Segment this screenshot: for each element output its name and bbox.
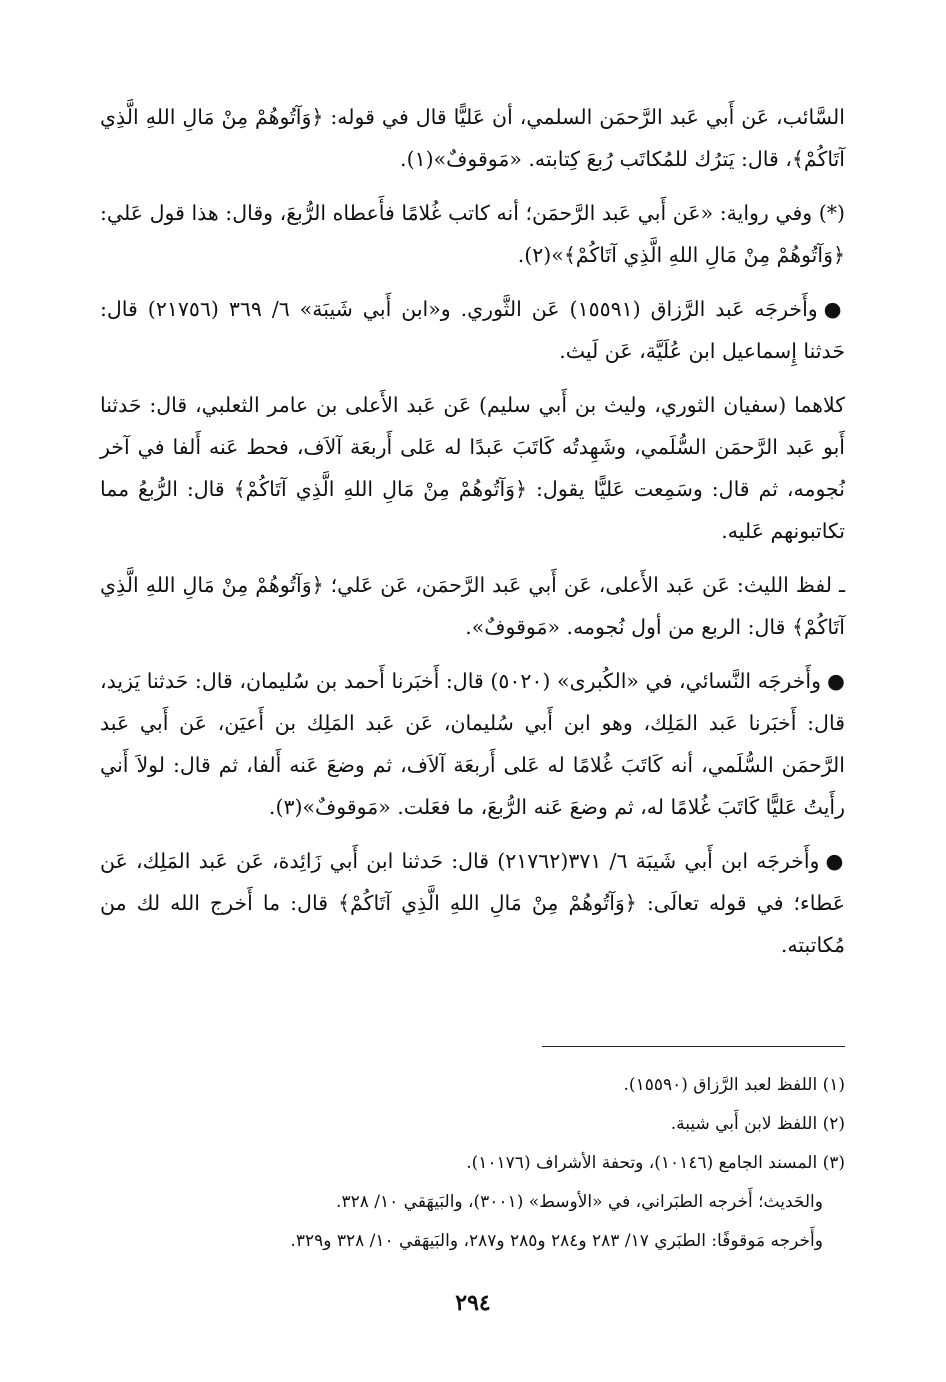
footnote-separator [542,1046,845,1047]
page-number: ٢٩٤ [455,1290,491,1316]
footnotes [100,1066,845,1261]
paragraph-6 [100,660,845,828]
paragraph-3 [100,288,845,372]
paragraph-2 [100,192,845,276]
bullet-icon: ● [825,849,845,873]
footnote-2: (٢) اللفظ لابن أَبي شيبة. [670,1114,845,1134]
paragraph-5 [100,564,845,648]
paragraph-text: وأَخرجَه عَبد الرَّزاق (١٥٥٩١) عَن الثَّوري. و«ابن أَبي شَيبَة» ٦/ ٣٦٩ (٢١٧٥٦) قال: حَدثنا إِسماعيل ابن عُلَيَّة، عَن لَيث. [100,297,845,363]
footnote-3-continued: وأَخرجه مَوقوفًا: الطبَري ١٧/ ٢٨٣ و٢٨٤ و٢٨٥ و٢٨٧، والبَيهَقي ١٠/ ٣٢٨ و٣٢٩. [290,1231,823,1251]
body-text [100,96,845,978]
paragraph-1 [100,96,845,180]
bullet-icon: ● [827,669,845,693]
paragraph-text: (*) وفي رواية: «عَن أَبي عَبد الرَّحمَن؛ أنه كاتب غُلامًا فأَعطاه الرُّبعَ، وقال: هذا قول عَلي: ﴿وَآتُوهُمْ مِنْ مَالِ اللهِ الَّذِي آتَاكُمْ﴾»(٢). [100,201,845,267]
paragraph-text: وأَخرجَه النَّسائي، في «الكُبرى» (٥٠٢٠) قال: أَخبَرنا أَحمد بن سُليمان، قال: حَدثنا يَزيد، قال: أَخبَرنا عَبد المَلِك، وهو ابن أَبي سُليمان، عَن عَبد المَلِك بن أَعيَن، عَن أَبي عَبد الرَّحمَن السُّلَمي، أنه كَاتَبَ غُلامًا له عَلى أَربعَة آلاَف، ثم وضعَ عَنه أَلفا، ثم قال: لولاَ أَني رأَيتُ عَليًّا كَاتَبَ غُلامًا له، ثم وضعَ عَنه الرُّبعَ، ما فعَلت. «مَوقوفٌ»(٣). [100,669,845,819]
paragraph-text: كلاهما (سفيان الثوري، وليث بن أَبي سليم) عَن عَبد الأَعلى بن عامر الثعلبي، قال: حَدثنا أَبو عَبد الرَّحمَن السُّلَمي، وشَهِدتُه كَاتَبَ عَبدًا له عَلى أَربعَة آلاَف، فحط عَنه أَلفا في آخر نُجومه، ثم قال: وسَمِعت عَليًّا يقول: ﴿وَآتُوهُمْ مِنْ مَالِ اللهِ الَّذِي آتَاكُمْ﴾ قال: الرُّبعُ مما تكاتبونهم عَليه. [100,393,845,543]
paragraph-text: وأَخرجَه ابن أَبي شَيبَة ٦/ ٣٧١(٢١٧٦٢) قال: حَدثنا ابن أَبي زَائِدة، عَن عَبد المَلِك، عَن عَطاء؛ في قوله تعالَى: ﴿وَآتُوهُمْ مِنْ مَالِ اللهِ الَّذِي آتَاكُمْ﴾ قال: ما أَخرج الله لك من مُكاتبته. [100,849,845,957]
paragraph-text: ـ لفظ الليث: عَن عَبد الأَعلى، عَن أَبي عَبد الرَّحمَن، عَن عَلي؛ ﴿وَآتُوهُمْ مِنْ مَالِ اللهِ الَّذِي آتَاكُمْ﴾ قال: الربع من أول نُجومه. «مَوقوفٌ». [100,573,845,639]
bullet-icon: ● [823,297,845,321]
paragraph-7 [100,840,845,966]
footnote-3: (٣) المسند الجامع (١٠١٤٦)، وتحفة الأشراف (١٠١٧٦). [466,1153,845,1173]
paragraph-4 [100,384,845,552]
footnote-1: (١) اللفظ لعبد الرَّزاق (١٥٥٩٠). [623,1075,845,1095]
footnote-3-continued: والحَديث؛ أَخرجه الطبَراني، في «الأوسط» (٣٠٠١)، والبَيهَقي ١٠/ ٣٢٨. [336,1192,823,1212]
paragraph-text: السَّائب، عَن أَبي عَبد الرَّحمَن السلمي، أن عَليًّا قال في قوله: ﴿وَآتُوهُمْ مِنْ مَالِ اللهِ الَّذِي آتَاكُمْ﴾، قال: يَترُك للمُكاتَب رُبعَ كِتابته. «مَوقوفٌ»(١). [100,105,845,171]
